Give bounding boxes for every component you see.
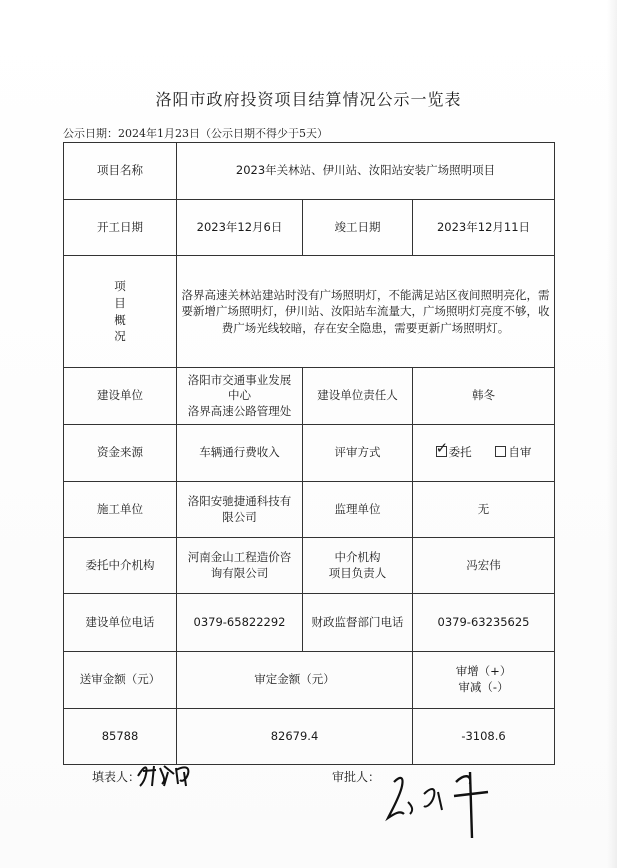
agency-head-line: 项目负责人 (328, 565, 387, 580)
overview-label-char: 目 (114, 295, 126, 310)
page-title: 洛阳市政府投资项目结算情况公示一览表 (155, 90, 462, 109)
row-overview (64, 256, 555, 368)
label-agency-head (303, 538, 413, 594)
value-overview (177, 256, 555, 368)
overview-text: 洛界高速关林站建站时没有广场照明灯，不能满足站区夜间照明亮化，需要新增广场照明灯，伊川站、汝阳站车流量大，广场照明灯亮度不够，收费广场光线较暗，存在安全隐患，需要更新广场照明灯。 (181, 288, 550, 335)
settlement-table (63, 142, 555, 765)
label-submitted-amount: 送审金额（元） (64, 652, 177, 709)
label-contractor: 施工单位 (64, 482, 177, 538)
approver-signature-image (380, 762, 510, 844)
value-builder-person: 韩冬 (413, 368, 555, 425)
agency-head-line: 中介机构 (334, 549, 381, 564)
row-builder (64, 368, 555, 425)
value-submitted-amount: 85788 (64, 709, 177, 765)
value-approved-amount: 82679.4 (177, 709, 413, 765)
label-diff-amount (413, 652, 555, 709)
approver-label: 审批人： (332, 770, 381, 784)
label-funding: 资金来源 (64, 425, 177, 482)
value-agency (177, 538, 303, 594)
overview-label-char: 项 (114, 279, 126, 294)
option-self[interactable] (495, 445, 531, 461)
label-project-name: 项目名称 (64, 143, 177, 200)
value-funding: 车辆通行费收入 (177, 425, 303, 482)
agency-line: 河南金山工程造价咨 (187, 549, 292, 564)
option-entrust-label: 委托 (448, 445, 472, 460)
value-project-name: 2023年关林站、伊川站、汝阳站安装广场照明项目 (177, 143, 555, 200)
value-review-method (413, 425, 555, 482)
builder-line: 洛阳市交通事业发展 (187, 372, 292, 387)
checkbox-self[interactable] (495, 446, 506, 457)
label-builder-phone: 建设单位电话 (64, 594, 177, 652)
label-start-date: 开工日期 (64, 200, 177, 256)
label-supervisor: 监理单位 (303, 482, 413, 538)
contractor-line: 限公司 (222, 509, 257, 524)
value-builder-phone: 0379-65822292 (177, 594, 303, 652)
value-diff-amount: -3108.6 (413, 709, 555, 765)
diff-label-line: 审增（+） (455, 664, 512, 679)
scan-edge-shadow (607, 0, 617, 868)
value-start-date: 2023年12月6日 (177, 200, 303, 256)
option-entrust[interactable] (435, 439, 472, 461)
value-end-date: 2023年12月11日 (413, 200, 555, 256)
checkmark-icon: ✓ (435, 439, 449, 458)
value-supervisor: 无 (413, 482, 555, 538)
overview-label-char: 概 (114, 312, 126, 327)
option-self-label: 自审 (508, 445, 532, 460)
row-contractor (64, 482, 555, 538)
label-end-date: 竣工日期 (303, 200, 413, 256)
contractor-line: 洛阳安驰捷通科技有 (187, 493, 292, 508)
label-review-method: 评审方式 (303, 425, 413, 482)
label-builder: 建设单位 (64, 368, 177, 425)
value-finance-phone: 0379-63235625 (413, 594, 555, 652)
value-builder (177, 368, 303, 425)
agency-line: 询有限公司 (210, 565, 269, 580)
builder-line: 中心 (228, 388, 251, 403)
value-contractor (177, 482, 303, 538)
overview-label-char: 况 (114, 329, 126, 344)
builder-line: 洛界高速公路管理处 (187, 403, 292, 418)
row-amount-values (64, 709, 555, 765)
filler-signature-image (134, 758, 198, 790)
label-approved-amount: 审定金额（元） (177, 652, 413, 709)
row-agency (64, 538, 555, 594)
row-dates (64, 200, 555, 256)
filler-label: 填表人： (92, 770, 141, 784)
label-finance-phone: 财政监督部门电话 (303, 594, 413, 652)
label-overview (64, 256, 177, 368)
value-agency-head: 冯宏伟 (413, 538, 555, 594)
diff-label-line: 审减（-） (458, 680, 509, 694)
row-phones (64, 594, 555, 652)
label-builder-person: 建设单位责任人 (303, 368, 413, 425)
notice-date: 公示日期：2024年1月23日（公示日期不得少于5天） (63, 127, 328, 140)
row-project-name (64, 143, 555, 200)
row-funding (64, 425, 555, 482)
label-agency: 委托中介机构 (64, 538, 177, 594)
checkbox-entrust[interactable] (435, 439, 449, 458)
row-amount-headers (64, 652, 555, 709)
